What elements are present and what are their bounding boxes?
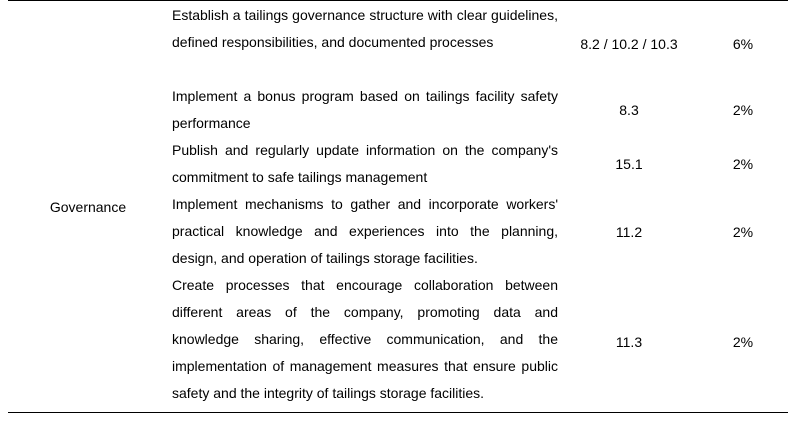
row-reference: 8.2 / 10.2 / 10.3 — [580, 36, 678, 52]
table-row — [8, 83, 788, 137]
table-row — [8, 137, 788, 191]
row-reference: 15.1 — [615, 156, 643, 172]
table-row — [8, 272, 788, 407]
row-description: Create processes that encourage collaboration between different areas of the company, promoting data and knowledge sharing, effective communication, and the implementation of management measures that ensure public safety and the integrity of tailings storage facilities. — [172, 277, 558, 401]
row-description: Publish and regularly update information on the company's commitment to safe tailings management — [172, 142, 558, 185]
table-row — [8, 2, 788, 83]
row-weight: 6% — [732, 36, 754, 52]
row-description: Implement mechanisms to gather and incorporate workers' practical knowledge and experiences into the planning, design, and operation of tailings storage facilities. — [172, 196, 558, 266]
bottom-rule — [8, 412, 788, 413]
row-reference: 11.3 — [615, 334, 643, 350]
row-weight: 2% — [732, 102, 754, 118]
category-cell: Governance — [49, 199, 127, 215]
row-reference: 8.3 — [619, 102, 639, 118]
row-weight: 2% — [732, 334, 754, 350]
row-reference: 11.2 — [615, 224, 643, 240]
row-description: Implement a bonus program based on tailings facility safety performance — [172, 88, 558, 131]
row-description: Establish a tailings governance structure with clear guidelines, defined responsibilities, and documented processes — [172, 7, 558, 50]
governance-table — [8, 0, 788, 421]
row-weight: 2% — [732, 224, 754, 240]
row-weight: 2% — [732, 156, 754, 172]
table-row — [8, 191, 788, 272]
top-rule — [8, 0, 788, 1]
